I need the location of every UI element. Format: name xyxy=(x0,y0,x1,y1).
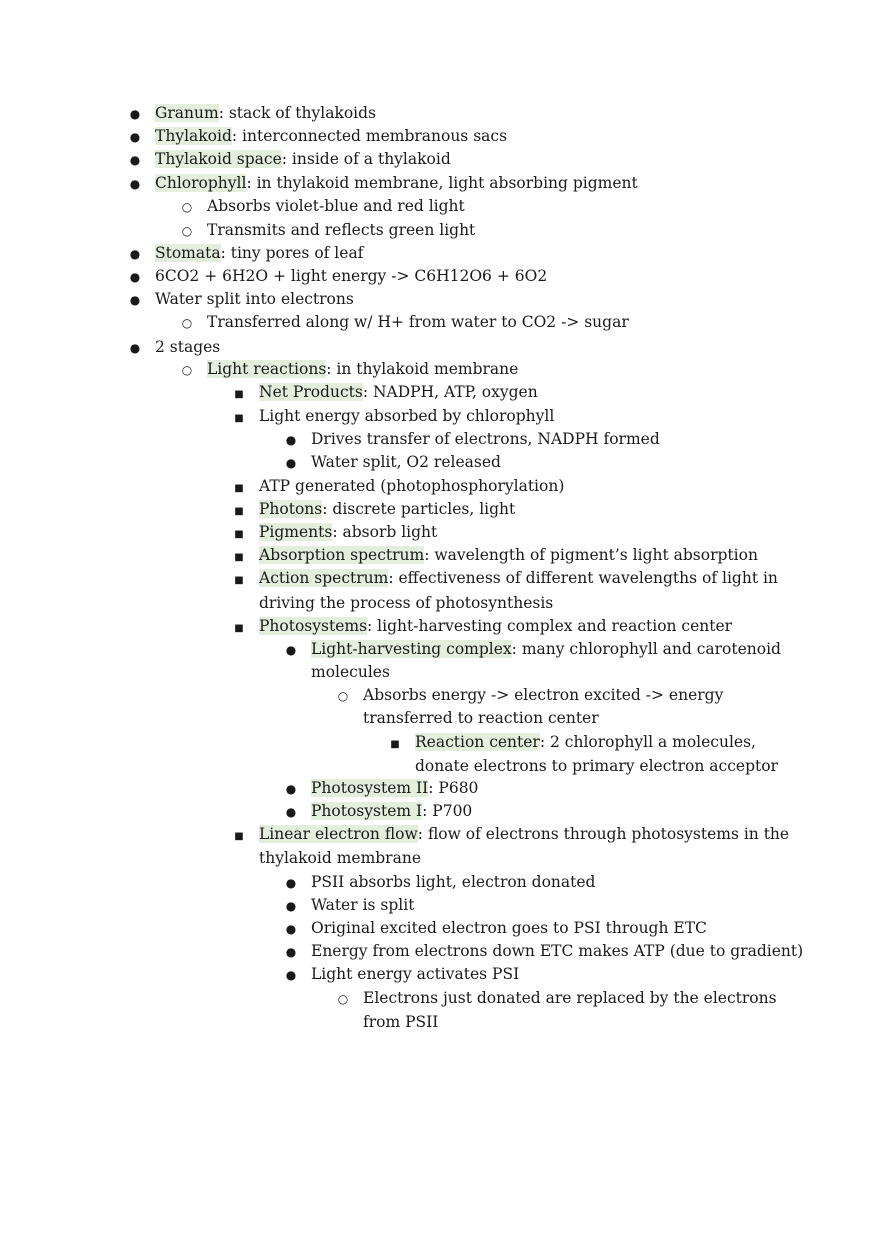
list-item-text xyxy=(311,428,660,451)
item-text: 6CO2 + 6H2O + light energy -> C6H12O6 + 6O2 xyxy=(155,267,548,285)
item-text: : stack of thylakoids xyxy=(218,104,376,122)
disc-bullet-icon xyxy=(125,288,145,312)
square-bullet-icon xyxy=(229,475,249,500)
list-item-text xyxy=(207,219,475,242)
item-text: ATP generated (photophosphorylation) xyxy=(259,477,565,495)
list-item-text xyxy=(363,987,777,1010)
list-item-text xyxy=(415,731,756,754)
item-text: : tiny pores of leaf xyxy=(220,244,364,262)
item-text: from PSII xyxy=(363,1013,439,1031)
circle-bullet-icon xyxy=(177,219,197,243)
item-text: : absorb light xyxy=(332,523,438,541)
item-text: PSII absorbs light, electron donated xyxy=(311,873,596,891)
list-item-text xyxy=(311,777,478,800)
item-text: : many chlorophyll and carotenoid xyxy=(511,640,781,658)
item-text: : effectiveness of different wavelengths of light in xyxy=(388,569,778,587)
highlighted-term: Pigments xyxy=(259,523,333,541)
item-text: : in thylakoid membrane, light absorbing pigment xyxy=(246,174,638,192)
list-item-text xyxy=(259,544,758,567)
item-text: transferred to reaction center xyxy=(363,709,599,727)
list-item-text xyxy=(155,288,354,311)
disc-bullet-icon xyxy=(281,940,301,964)
disc-bullet-icon xyxy=(125,148,145,172)
item-text: Original excited electron goes to PSI through ETC xyxy=(311,919,707,937)
disc-bullet-icon xyxy=(281,917,301,941)
item-text: : discrete particles, light xyxy=(322,500,516,518)
disc-bullet-icon xyxy=(281,800,301,824)
highlighted-term: Light reactions xyxy=(207,360,327,378)
square-bullet-icon xyxy=(229,615,249,640)
item-text: Energy from electrons down ETC makes ATP (due to gradient) xyxy=(311,942,804,960)
item-text: molecules xyxy=(311,663,390,681)
list-item-text xyxy=(311,638,781,661)
highlighted-term: Thylakoid space xyxy=(155,150,282,168)
highlighted-term: Granum xyxy=(155,104,219,122)
disc-bullet-icon xyxy=(125,242,145,266)
list-item-text xyxy=(155,148,451,171)
circle-bullet-icon xyxy=(177,195,197,219)
highlighted-term: Reaction center xyxy=(415,733,540,751)
item-text: Absorbs violet-blue and red light xyxy=(207,197,465,215)
square-bullet-icon xyxy=(229,544,249,569)
item-text: : interconnected membranous sacs xyxy=(231,127,508,145)
square-bullet-icon xyxy=(229,381,249,406)
list-item-text xyxy=(155,265,547,288)
disc-bullet-icon xyxy=(125,265,145,289)
item-text: : light-harvesting complex and reaction center xyxy=(367,617,733,635)
list-item-text xyxy=(311,940,803,963)
list-item-text xyxy=(311,871,595,894)
square-bullet-icon xyxy=(229,405,249,430)
list-item-text xyxy=(311,963,519,986)
disc-bullet-icon xyxy=(125,336,145,360)
circle-bullet-icon xyxy=(177,311,197,335)
disc-bullet-icon xyxy=(281,428,301,452)
highlighted-term: Linear electron flow xyxy=(259,825,418,843)
highlighted-term: Thylakoid xyxy=(155,127,232,145)
highlighted-term: Photons xyxy=(259,500,323,518)
item-text: Light energy absorbed by chlorophyll xyxy=(259,407,555,425)
list-item-text xyxy=(259,381,538,404)
item-text: Transmits and reflects green light xyxy=(207,221,476,239)
list-item-text xyxy=(363,1011,438,1034)
list-item-text xyxy=(207,311,629,334)
item-text: : P700 xyxy=(422,802,473,820)
list-item-text xyxy=(311,451,501,474)
list-item-text xyxy=(311,894,414,917)
list-item-text xyxy=(259,475,564,498)
item-text: donate electrons to primary electron acceptor xyxy=(415,757,778,775)
list-item-text xyxy=(259,498,515,521)
square-bullet-icon xyxy=(385,731,405,756)
disc-bullet-icon xyxy=(281,963,301,987)
item-text: Transferred along w/ H+ from water to CO2 -> sugar xyxy=(207,313,629,331)
list-item-text xyxy=(311,917,707,940)
list-item-text xyxy=(259,521,437,544)
square-bullet-icon xyxy=(229,498,249,523)
list-item-text xyxy=(155,242,363,265)
item-text: : 2 chlorophyll a molecules, xyxy=(539,733,756,751)
list-item-text xyxy=(155,125,507,148)
list-item-text xyxy=(259,847,421,870)
disc-bullet-icon xyxy=(281,638,301,662)
highlighted-term: Photosystem I xyxy=(311,802,423,820)
list-item-text xyxy=(259,567,778,590)
list-item-text xyxy=(363,684,723,707)
list-item-text xyxy=(155,336,220,359)
highlighted-term: Absorption spectrum xyxy=(259,546,425,564)
item-text: : P680 xyxy=(428,779,479,797)
square-bullet-icon xyxy=(229,521,249,546)
list-item-text xyxy=(155,102,376,125)
highlighted-term: Photosystem II xyxy=(311,779,429,797)
item-text: Electrons just donated are replaced by the electrons xyxy=(363,989,777,1007)
circle-bullet-icon xyxy=(333,987,353,1011)
list-item-text xyxy=(259,823,789,846)
circle-bullet-icon xyxy=(333,684,353,708)
circle-bullet-icon xyxy=(177,358,197,382)
list-item-text xyxy=(259,405,554,428)
item-text: : flow of electrons through photosystems in the xyxy=(417,825,790,843)
item-text: : in thylakoid membrane xyxy=(326,360,519,378)
list-item-text xyxy=(259,592,553,615)
item-text: : NADPH, ATP, oxygen xyxy=(362,383,538,401)
disc-bullet-icon xyxy=(281,894,301,918)
list-item-text xyxy=(311,661,390,684)
item-text: : wavelength of pigment’s light absorption xyxy=(424,546,758,564)
item-text: Absorbs energy -> electron excited -> energy xyxy=(363,686,724,704)
list-item-text xyxy=(155,172,638,195)
square-bullet-icon xyxy=(229,823,249,848)
highlighted-term: Stomata xyxy=(155,244,221,262)
disc-bullet-icon xyxy=(125,172,145,196)
disc-bullet-icon xyxy=(281,777,301,801)
highlighted-term: Action spectrum xyxy=(259,569,389,587)
disc-bullet-icon xyxy=(125,102,145,126)
item-text: Water is split xyxy=(311,896,415,914)
square-bullet-icon xyxy=(229,567,249,592)
highlighted-term: Light-harvesting complex xyxy=(311,640,512,658)
item-text: : inside of a thylakoid xyxy=(281,150,451,168)
item-text: 2 stages xyxy=(155,338,221,356)
list-item-text xyxy=(207,195,465,218)
item-text: Light energy activates PSI xyxy=(311,965,520,983)
list-item-text xyxy=(363,707,599,730)
item-text: driving the process of photosynthesis xyxy=(259,594,554,612)
list-item-text xyxy=(207,358,518,381)
item-text: thylakoid membrane xyxy=(259,849,421,867)
list-item-text xyxy=(415,755,778,778)
item-text: Drives transfer of electrons, NADPH formed xyxy=(311,430,660,448)
disc-bullet-icon xyxy=(281,451,301,475)
disc-bullet-icon xyxy=(281,871,301,895)
item-text: Water split into electrons xyxy=(155,290,354,308)
list-item-text xyxy=(259,615,732,638)
highlighted-term: Net Products xyxy=(259,383,363,401)
list-item-text xyxy=(311,800,472,823)
disc-bullet-icon xyxy=(125,125,145,149)
highlighted-term: Photosystems xyxy=(259,617,368,635)
item-text: Water split, O2 released xyxy=(311,453,501,471)
highlighted-term: Chlorophyll xyxy=(155,174,247,192)
